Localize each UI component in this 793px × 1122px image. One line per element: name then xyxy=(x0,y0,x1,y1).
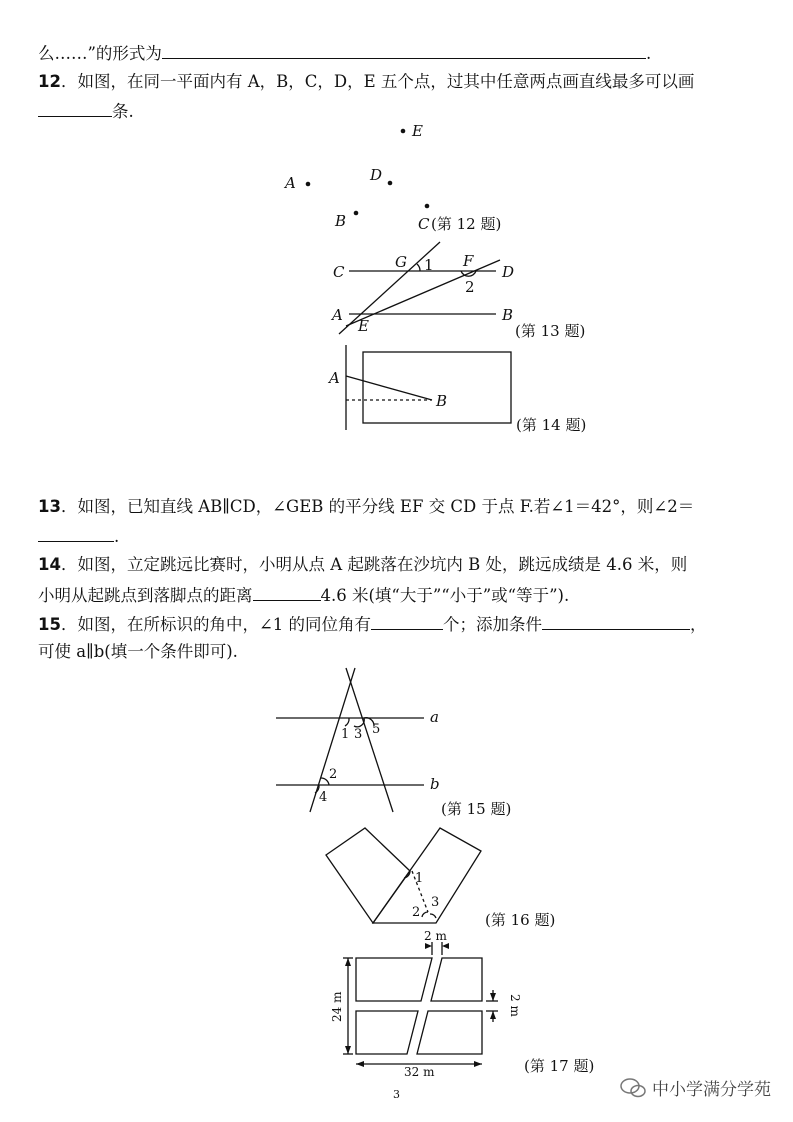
fig17-label-height: 24 m xyxy=(330,991,344,1022)
fig16-geometry xyxy=(326,828,481,923)
q15-number: 15 xyxy=(38,615,61,634)
fig16-right-strip xyxy=(373,828,481,923)
fig12-dot-e xyxy=(401,129,406,134)
watermark-text: 中小学满分学苑 xyxy=(652,1080,771,1100)
fig16-label-2: 2 xyxy=(412,905,421,920)
fig17-arrow-right xyxy=(442,943,449,949)
fig13-label-g: G xyxy=(395,253,407,271)
fig12-label-e: E xyxy=(412,122,423,140)
fig15-geometry xyxy=(276,668,424,812)
fig15-label-4: 4 xyxy=(319,790,328,805)
fig15-label-3: 3 xyxy=(354,727,363,742)
fig17-arrow-bottom xyxy=(345,1046,351,1054)
fig15-label-b: b xyxy=(430,775,440,793)
q15-line2-text: 可使 a∥b(填一个条件即可). xyxy=(38,642,238,661)
fig17-label-road-width: 2 m xyxy=(424,929,447,943)
fig17-arrow-width-left xyxy=(356,1061,364,1067)
fig17-arrow-left xyxy=(425,943,432,949)
fig16-angle3-arc xyxy=(430,914,436,918)
fig15-label-1: 1 xyxy=(341,727,350,742)
fig13-label-c: C xyxy=(333,263,345,281)
q12-number: 12 xyxy=(38,72,61,91)
fig15-angle2-arc xyxy=(321,778,329,785)
fig12-dot-b xyxy=(354,211,359,216)
fig17-field-bottom-right xyxy=(417,1011,482,1054)
fig13-label-a: A xyxy=(332,306,343,324)
fig16-left-strip xyxy=(326,828,410,923)
q11-tail-end: . xyxy=(645,44,652,63)
fig13-label-angle1: 1 xyxy=(424,256,434,274)
fig17-arrow-top xyxy=(345,958,351,966)
q15-text-mid: 个；添加条件 xyxy=(443,615,543,634)
fig15-label-a: a xyxy=(430,708,439,726)
fig17-field-top-right xyxy=(431,958,482,1001)
fig12-label-c: C xyxy=(418,215,430,233)
fig16-label-1: 1 xyxy=(415,871,424,886)
fig15-label-5: 5 xyxy=(372,722,381,737)
chat-bubble-icon xyxy=(620,1077,646,1099)
fig14-label-b: B xyxy=(436,392,448,410)
fig12-label-b: B xyxy=(335,212,347,230)
q14-line2-post: 4.6 米(填“大于”“小于”或“等于”). xyxy=(320,586,570,605)
fig17-caption: (第 17 题) xyxy=(524,1057,595,1075)
q14-text: ．如图，立定跳远比赛时，小明从点 A 起跳落在沙坑内 B 处，跳远成绩是 4.6 米，则 xyxy=(60,555,688,574)
fig17-field-bottom-left xyxy=(356,1011,418,1054)
fig16-angle2-arc xyxy=(422,912,428,917)
fig13-label-f: F xyxy=(463,252,474,270)
watermark xyxy=(620,1075,771,1100)
fig12-caption: (第 12 题) xyxy=(431,215,502,233)
fig13-label-d: D xyxy=(502,263,515,281)
fig12-dot-c xyxy=(425,204,430,209)
fig17-arrow-road-up xyxy=(490,1011,496,1019)
fig14-geometry xyxy=(346,345,511,430)
fig17-field-top-left xyxy=(356,958,432,1001)
q14-line2-pre: 小明从起跳点到落脚点的距离 xyxy=(38,586,253,605)
fig17-geometry xyxy=(343,942,498,1064)
fig17-arrow-road-down xyxy=(490,993,496,1001)
fig12-dot-a xyxy=(306,182,311,187)
fig13-caption: (第 13 题) xyxy=(515,322,586,340)
fig16-label-3: 3 xyxy=(431,895,440,910)
fig14-label-a: A xyxy=(329,369,340,387)
q12-line2-end: 条. xyxy=(112,102,134,121)
fig17-label-road-height: 2 m xyxy=(508,994,522,1017)
fig15-label-2: 2 xyxy=(329,767,338,782)
q14-number: 14 xyxy=(38,555,61,574)
fig13-line-ef xyxy=(346,260,500,326)
fig14-jump-line xyxy=(346,376,432,400)
fig13-label-angle2: 2 xyxy=(465,278,475,296)
page-number: 3 xyxy=(393,1088,400,1101)
fig13-angle1-arc xyxy=(417,264,420,271)
fig15-caption: (第 15 题) xyxy=(441,800,512,818)
fig12-label-a: A xyxy=(285,174,296,192)
q13-number: 13 xyxy=(38,497,61,516)
fig13-label-e: E xyxy=(358,317,369,335)
fig17-arrow-width-right xyxy=(474,1061,482,1067)
q15-text-end: ， xyxy=(690,615,707,634)
fig17-label-width: 32 m xyxy=(404,1065,435,1079)
fig12-label-d: D xyxy=(370,166,383,184)
q12-text: ．如图，在同一平面内有 A，B，C，D，E 五个点，过其中任意两点画直线最多可以画 xyxy=(60,72,695,91)
fig12-dot-d xyxy=(388,181,393,186)
q15-text-pre: ．如图，在所标识的角中，∠1 的同位角有 xyxy=(60,615,372,634)
fig14-caption: (第 14 题) xyxy=(516,416,587,434)
q11-tail-text: 么……”的形式为 xyxy=(38,44,162,63)
fig15-angle1-arc xyxy=(345,718,349,726)
fig13-label-b: B xyxy=(502,306,514,324)
fig16-caption: (第 16 题) xyxy=(485,911,556,929)
q13-end: . xyxy=(114,527,120,546)
q13-text: ．如图，已知直线 AB∥CD，∠GEB 的平分线 EF 交 CD 于点 F.若∠1＝42°，则∠2＝ xyxy=(60,497,695,516)
